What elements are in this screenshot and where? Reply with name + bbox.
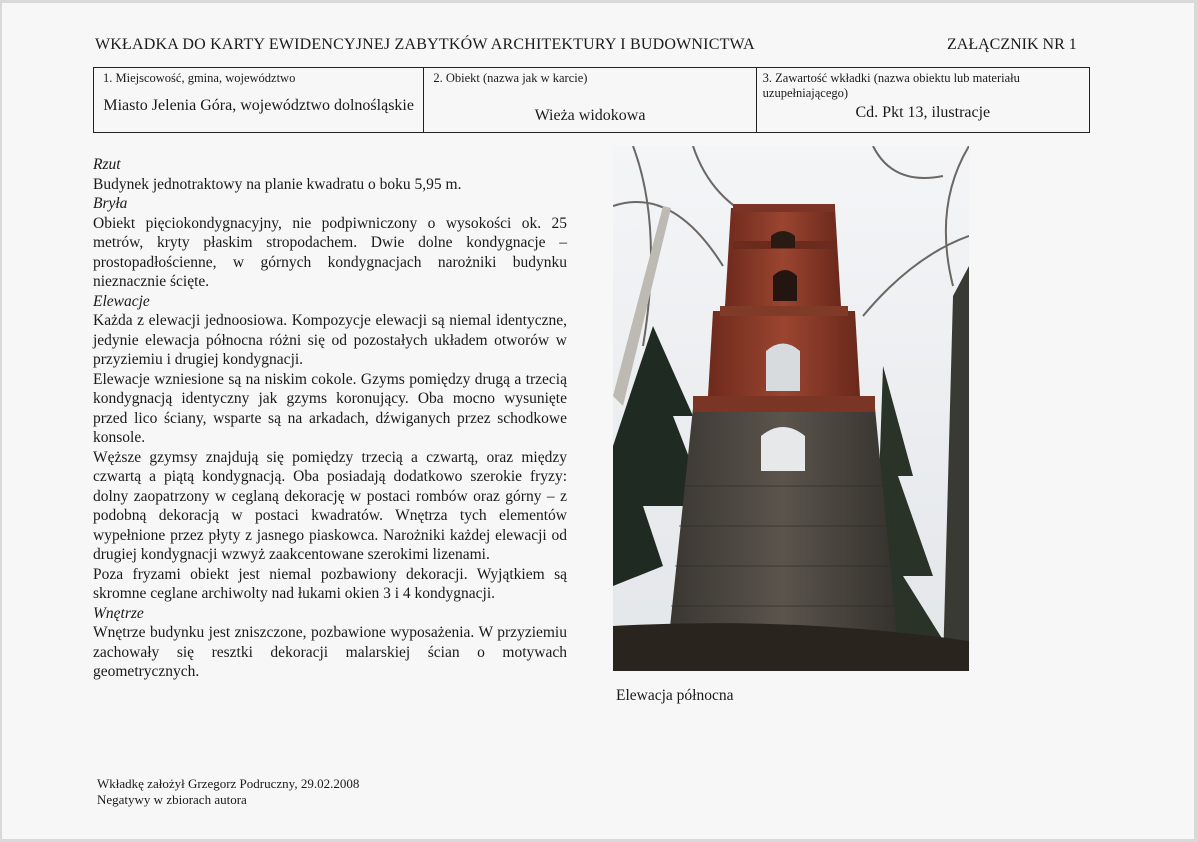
location-label: 1. Miejscowość, gmina, województwo [103, 71, 296, 85]
paragraph: Każda z elewacji jednoosiowa. Kompozycje elewacji są niemal identyczne, jedynie elewacja północna różni się od pozostałych układem otworów w przyziemiu i drugiej kondygnacji. [93, 312, 567, 368]
paragraph: Elewacje wzniesione są na niskim cokole. Gzyms pomiędzy drugą a trzecią kondygnacją identyczny jak gzyms koronujący. Oba mocno wysunięte przed lico ściany, wsparte są na arkadach, dźwiganych przez schodkowe konsole. [93, 370, 567, 446]
table-cell-contents [757, 68, 1089, 132]
paragraph: Budynek jednotraktowy na planie kwadratu o boku 5,95 m. [93, 175, 462, 193]
info-table [93, 67, 1090, 133]
object-value: Wieża widokowa [534, 107, 646, 124]
contents-label: 3. Zawartość wkładki (nazwa obiektu lub materiału uzupełniającego) [762, 71, 1020, 100]
paragraph: Wnętrze budynku jest zniszczone, pozbawione wyposażenia. W przyziemiu zachowały się resztki dekoracji malarskiej ścian o motywach geometrycznych. [93, 624, 567, 680]
location-value: Miasto Jelenia Góra, województwo dolnośląskie [103, 97, 414, 114]
paragraph: Obiekt pięciokondygnacyjny, nie podpiwniczony o wysokości ok. 25 metrów, kryty płaskim stropodachem. Dwie dolne kondygnacje – prostopadłościenne, w górnych kondygnacjach narożniki budynku nieznacznie ścięte. [93, 214, 567, 290]
contents-value: Cd. Pkt 13, ilustracje [855, 104, 991, 121]
paragraph: Węższe gzymsy znajdują się pomiędzy trzecią a czwartą, oraz między czwartą a piątą kondygnacją. Oba posiadają dodatkowo szerokie fryzy: dolny zaopatrzony w ceglaną dekorację w postaci rombów oraz górny – z podobną dekoracją w postaci kwadratów. Wnętrza tych elementów wypełnione przez płyty z jasnego piaskowca. Narożniki każdej elewacji od drugiej kondygnacji wzwyż zaakcentowane szerokimi lizenami. [93, 448, 567, 563]
table-cell-object [424, 68, 756, 132]
footer [97, 776, 359, 808]
tower-photo [613, 146, 969, 671]
table-cell-location [94, 68, 424, 132]
author-note: Wkładkę założył Grzegorz Podruczny, 29.02.2008 [97, 776, 360, 791]
document-title: WKŁADKA DO KARTY EWIDENCYJNEJ ZABYTKÓW ARCHITEKTURY I BUDOWNICTWA [95, 36, 755, 53]
section-heading-bryla: Bryła [93, 195, 128, 212]
section-heading-rzut: Rzut [93, 156, 121, 173]
paragraph: Poza fryzami obiekt jest niemal pozbawiony dekoracji. Wyjątkiem są skromne ceglane archiwolty nad łukami okien 3 i 4 kondygnacji. [93, 565, 567, 602]
photo-caption: Elewacja północna [616, 687, 734, 704]
section-heading-elewacje: Elewacje [93, 292, 150, 310]
section-heading-wnetrze: Wnętrze [93, 604, 144, 622]
annex-number: ZAŁĄCZNIK NR 1 [947, 36, 1077, 53]
description-text [93, 155, 567, 682]
negatives-note: Negatywy w zbiorach autora [97, 792, 247, 807]
object-label: 2. Obiekt (nazwa jak w karcie) [433, 71, 588, 85]
